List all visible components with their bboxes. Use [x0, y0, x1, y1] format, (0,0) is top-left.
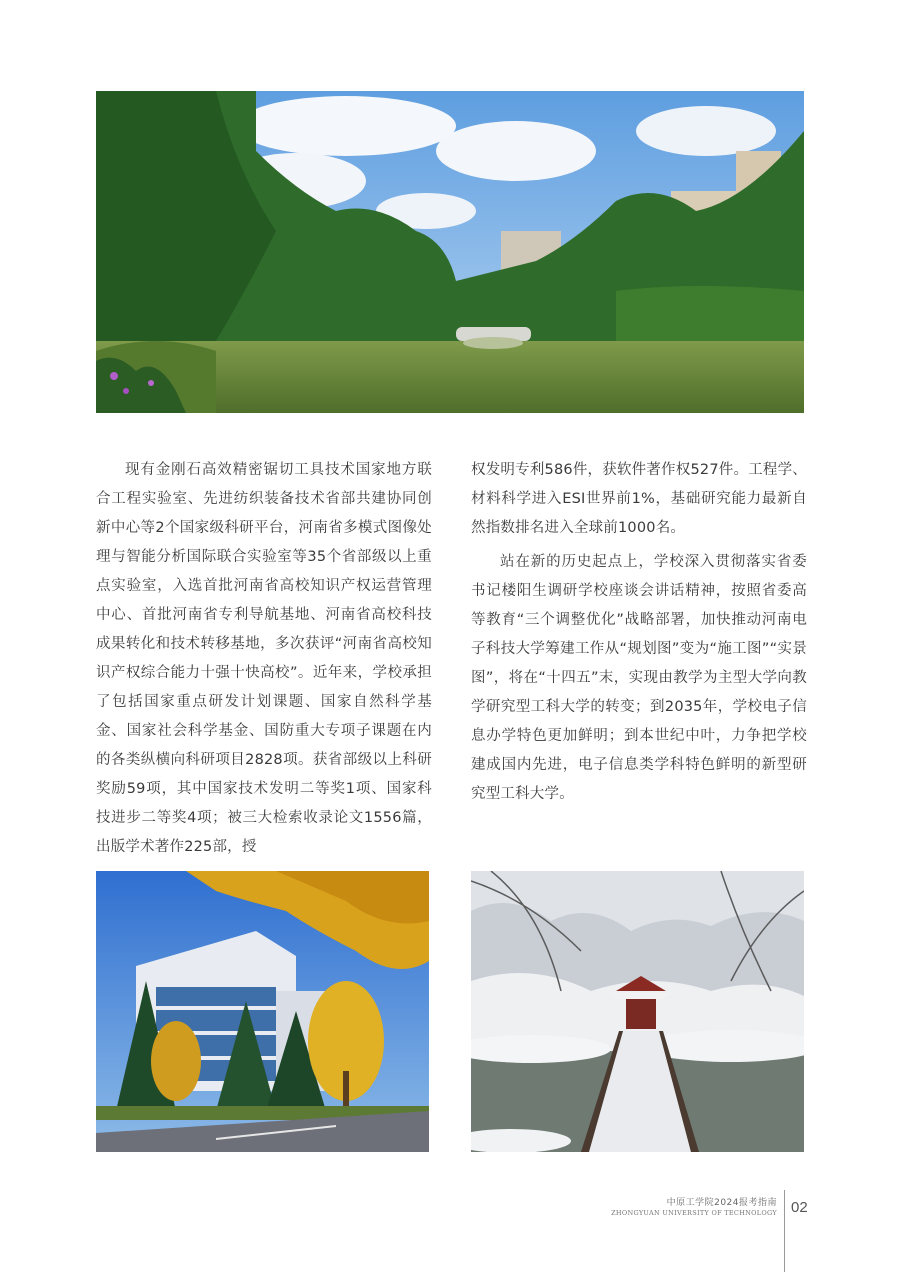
body-text-left-column — [96, 456, 432, 862]
body-text-right-column — [471, 456, 807, 809]
paragraph-patents-continued: 权发明专利586件，获软件著作权527件。工程学、材料科学进入ESI世界前1%，基础研究能力最新自然指数排名进入全球前1000名。 — [471, 462, 807, 536]
paragraph-research-platforms: 现有金刚石高效精密锯切工具技术国家地方联合工程实验室、先进纺织装备技术省部共建协同创新中心等2个国家级科研平台，河南省多模式图像处理与智能分析国际联合实验室等35个省部级以上重点实验室，入选首批河南省高校知识产权运营管理中心、首批河南省专利导航基地、河南省高校科技成果转化和技术转移基地，多次获评“河南省高校知识产权综合能力十强十快高校”。近年来，学校承担了包括国家重点研发计划课题、国家自然科学基金、国家社会科学基金、国防重大专项子课题在内的各类纵横向科研项目2828项。获省部级以上科研奖励59项，其中国家技术发明二等奖1项、国家科技进步二等奖4项；被三大检索收录论文1556篇，出版学术著作225部，授 — [96, 462, 432, 855]
footer-divider — [784, 1190, 785, 1272]
footer-title-en: ZHONGYUAN UNIVERSITY OF TECHNOLOGY — [611, 1209, 777, 1217]
footer-title-cn: 中原工学院2024报考指南 — [666, 1198, 777, 1208]
campus-snow-pavilion-photo — [471, 871, 804, 1152]
paragraph-future-plan: 站在新的历史起点上，学校深入贯彻落实省委书记楼阳生调研学校座谈会讲话精神，按照省委高等教育“三个调整优化”战略部署，加快推动河南电子科技大学筹建工作从“规划图”变为“施工图”“实景图”，将在“十四五”末，实现由教学为主型大学向教学研究型工科大学的转变；到2035年，学校电子信息办学特色更加鲜明；到本世纪中叶，力争把学校建成国内先进，电子信息类学科特色鲜明的新型研究型工科大学。 — [471, 554, 807, 802]
page-number: 02 — [791, 1199, 808, 1216]
page-footer — [611, 1198, 777, 1218]
campus-lake-photo — [96, 91, 804, 413]
campus-building-autumn-photo — [96, 871, 429, 1152]
